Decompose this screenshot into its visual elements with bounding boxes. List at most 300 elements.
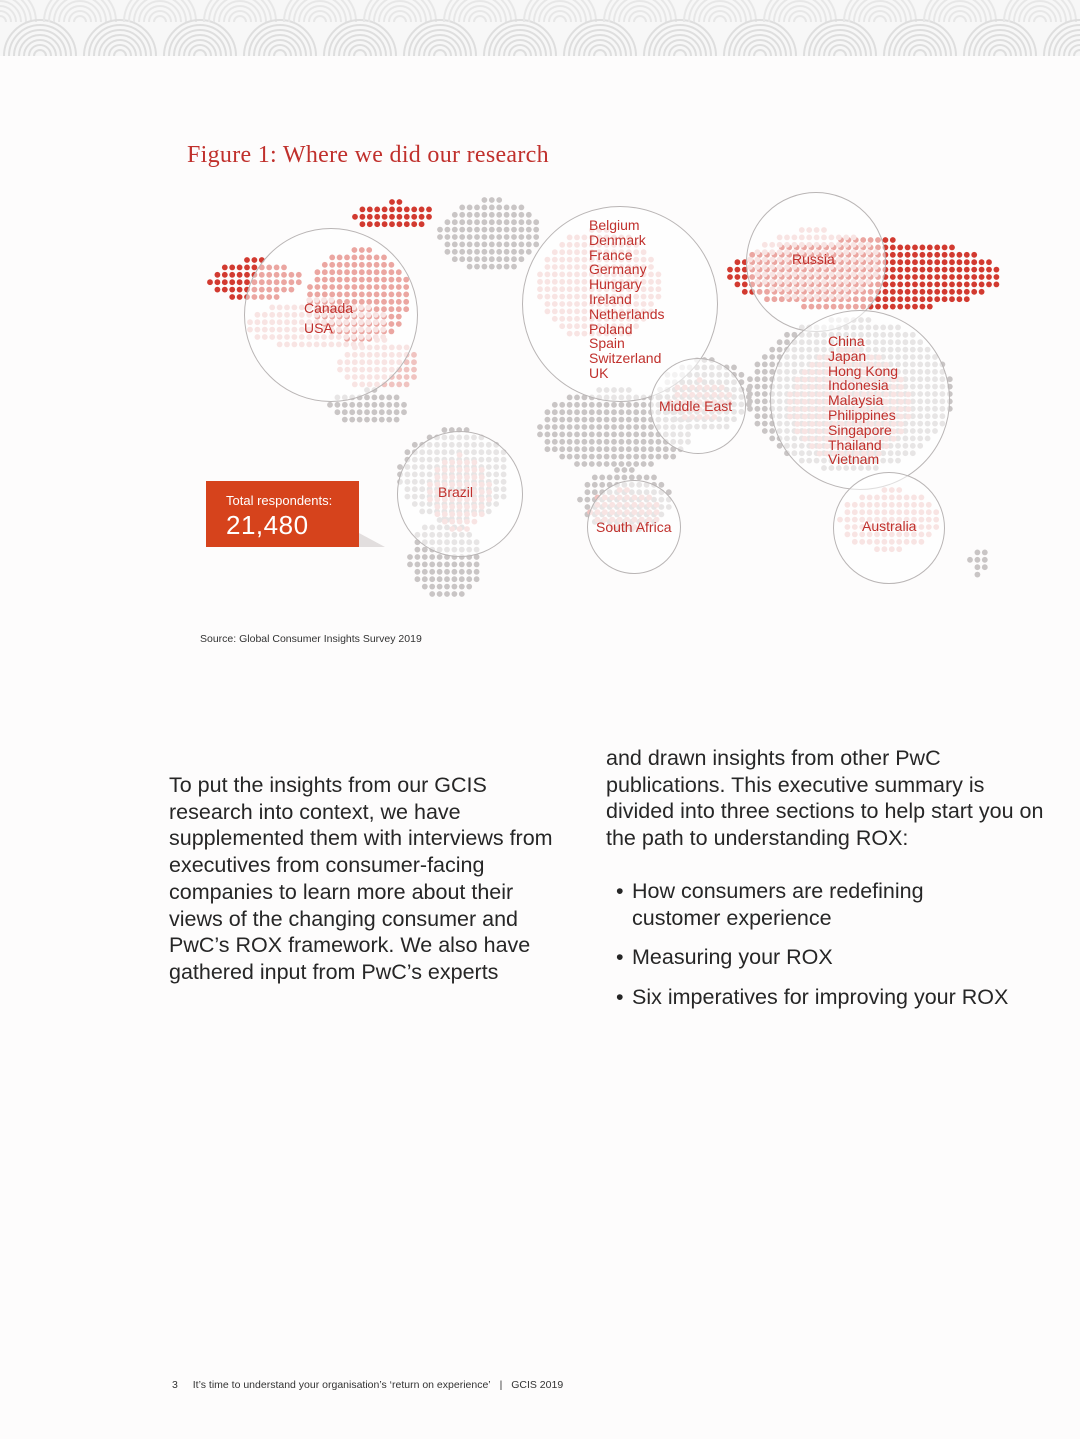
map-dot — [444, 584, 450, 590]
map-dot — [912, 282, 918, 288]
region-label-south-africa — [596, 520, 672, 535]
map-dot — [755, 421, 761, 427]
map-dot — [920, 304, 926, 310]
map-dot — [244, 272, 250, 278]
map-dot — [897, 245, 903, 251]
map-dot — [633, 461, 639, 467]
map-dot — [466, 576, 472, 582]
map-dot — [452, 234, 458, 240]
map-dot — [942, 259, 948, 265]
map-dot — [474, 234, 480, 240]
map-dot — [979, 274, 985, 280]
map-dot — [372, 395, 378, 401]
map-dot — [982, 564, 988, 570]
map-dot — [633, 409, 639, 415]
map-dot — [574, 439, 580, 445]
map-dot — [986, 282, 992, 288]
map-dot — [596, 454, 602, 460]
map-dot — [444, 591, 450, 597]
map-dot — [504, 242, 510, 248]
map-dot — [905, 259, 911, 265]
map-dot — [656, 446, 662, 452]
map-dot — [920, 289, 926, 295]
map-dot — [905, 289, 911, 295]
map-dot — [229, 279, 235, 285]
map-dot — [504, 212, 510, 218]
map-dot — [482, 242, 488, 248]
map-dot — [592, 475, 598, 481]
country-label: Belgium — [589, 217, 640, 233]
map-dot — [474, 242, 480, 248]
map-dot — [372, 417, 378, 423]
map-dot — [670, 454, 676, 460]
country-label: Hong Kong — [828, 362, 899, 379]
map-dot — [452, 562, 458, 568]
map-dot — [496, 227, 502, 233]
map-dot — [762, 362, 768, 368]
map-dot — [482, 205, 488, 211]
country-label: Singapore — [828, 421, 892, 438]
map-dot — [489, 264, 495, 270]
map-dot — [404, 207, 410, 213]
map-dot — [755, 413, 761, 419]
map-dot — [374, 221, 380, 227]
map-dot — [559, 454, 565, 460]
map-dot — [567, 402, 573, 408]
map-dot — [762, 391, 768, 397]
map-dot — [545, 409, 551, 415]
map-dot — [897, 304, 903, 310]
map-dot — [526, 227, 532, 233]
map-dot — [971, 259, 977, 265]
map-dot — [459, 562, 465, 568]
map-dot — [964, 296, 970, 302]
map-dot — [964, 252, 970, 258]
total-box-shadow-tab — [359, 533, 385, 547]
country-label: Hungary — [589, 276, 642, 293]
map-dot — [574, 461, 580, 467]
map-dot — [949, 252, 955, 258]
map-dot — [641, 454, 647, 460]
map-dot — [364, 417, 370, 423]
map-dot — [567, 409, 573, 415]
map-dot — [452, 212, 458, 218]
map-dot — [452, 584, 458, 590]
map-dot — [496, 264, 502, 270]
map-dot — [252, 257, 258, 263]
country-label: Australia — [862, 518, 917, 534]
map-dot — [641, 402, 647, 408]
country-label: Vietnam — [828, 451, 880, 468]
map-dot — [466, 562, 472, 568]
map-dot — [755, 406, 761, 412]
map-dot — [762, 354, 768, 360]
map-dot — [349, 409, 355, 415]
map-dot — [519, 212, 525, 218]
map-dot — [437, 227, 443, 233]
map-dot — [229, 294, 235, 300]
map-dot — [429, 576, 435, 582]
map-dot — [769, 354, 775, 360]
map-dot — [949, 289, 955, 295]
map-dot — [552, 409, 558, 415]
map-dot — [519, 256, 525, 262]
map-dot — [982, 550, 988, 556]
map-dot — [489, 219, 495, 225]
map-dot — [762, 406, 768, 412]
map-dot — [912, 252, 918, 258]
map-dot — [364, 409, 370, 415]
map-dot — [526, 212, 532, 218]
map-dot — [567, 446, 573, 452]
map-dot — [742, 289, 748, 295]
total-respondents-value: 21,480 — [226, 510, 309, 540]
region-label-middle-east — [659, 399, 732, 414]
map-dot — [415, 554, 421, 560]
map-dot — [526, 234, 532, 240]
map-dot — [367, 214, 373, 220]
map-dot — [496, 205, 502, 211]
map-dot — [552, 417, 558, 423]
map-dot — [496, 212, 502, 218]
map-dot — [422, 576, 428, 582]
map-dot — [496, 249, 502, 255]
map-dot — [971, 274, 977, 280]
map-dot — [747, 399, 753, 405]
map-dot — [244, 265, 250, 271]
map-dot — [957, 296, 963, 302]
map-dot — [372, 402, 378, 408]
map-dot — [596, 461, 602, 467]
map-dot — [663, 454, 669, 460]
map-dot — [619, 424, 625, 430]
left-column — [169, 772, 569, 986]
map-dot — [474, 205, 480, 211]
map-dot — [467, 205, 473, 211]
map-dot — [890, 282, 896, 288]
map-dot — [467, 227, 473, 233]
map-dot — [762, 369, 768, 375]
map-dot — [656, 454, 662, 460]
map-dot — [466, 584, 472, 590]
map-dot — [755, 376, 761, 382]
map-dot — [504, 249, 510, 255]
map-dot — [411, 367, 417, 373]
map-dot — [604, 461, 610, 467]
region-label-north-america — [304, 298, 353, 338]
map-dot — [582, 454, 588, 460]
map-dot — [437, 562, 443, 568]
map-dot — [382, 221, 388, 227]
map-dot — [651, 475, 657, 481]
map-dot — [582, 424, 588, 430]
map-dot — [626, 454, 632, 460]
map-dot — [467, 256, 473, 262]
map-dot — [567, 439, 573, 445]
map-dot — [622, 467, 628, 473]
map-dot — [459, 234, 465, 240]
map-dot — [777, 339, 783, 345]
map-dot — [604, 446, 610, 452]
map-dot — [360, 214, 366, 220]
map-dot — [777, 347, 783, 353]
map-dot — [349, 402, 355, 408]
map-dot — [897, 259, 903, 265]
map-dot — [496, 197, 502, 203]
map-dot — [215, 272, 221, 278]
map-dot — [489, 242, 495, 248]
map-dot — [511, 212, 517, 218]
map-dot — [875, 304, 881, 310]
map-dot — [511, 264, 517, 270]
map-dot — [975, 550, 981, 556]
country-label: Indonesia — [828, 377, 889, 394]
left-paragraph: To put the insights from our GCIS research into context, we have supplemented them with interviews from executives from consumer-facing companies to learn more about their views of the changing consumer and PwC’s ROX framework. We also have gathered input from PwC’s experts — [169, 773, 553, 984]
map-dot — [411, 359, 417, 365]
map-dot — [437, 591, 443, 597]
map-dot — [648, 454, 654, 460]
map-dot — [452, 249, 458, 255]
map-dot — [582, 439, 588, 445]
world-map — [190, 190, 1030, 610]
map-dot — [927, 245, 933, 251]
map-dot — [905, 274, 911, 280]
map-dot — [927, 259, 933, 265]
map-dot — [394, 395, 400, 401]
map-dot — [949, 274, 955, 280]
map-dot — [957, 282, 963, 288]
map-dot — [949, 267, 955, 273]
region-label-australia — [862, 519, 916, 534]
map-dot — [897, 282, 903, 288]
map-dot — [927, 274, 933, 280]
map-dot — [633, 432, 639, 438]
map-dot — [379, 395, 385, 401]
map-dot — [496, 256, 502, 262]
map-dot — [626, 439, 632, 445]
map-dot — [585, 497, 591, 503]
map-dot — [986, 259, 992, 265]
map-dot — [599, 475, 605, 481]
map-dot — [964, 267, 970, 273]
map-dot — [352, 214, 358, 220]
map-dot — [994, 267, 1000, 273]
map-dot — [934, 267, 940, 273]
country-label: Denmark — [589, 231, 646, 248]
map-dot — [912, 259, 918, 265]
map-dot — [474, 249, 480, 255]
map-dot — [327, 402, 333, 408]
map-dot — [942, 267, 948, 273]
map-dot — [237, 287, 243, 293]
map-dot — [519, 234, 525, 240]
map-dot — [641, 417, 647, 423]
map-dot — [404, 214, 410, 220]
map-dot — [604, 417, 610, 423]
map-dot — [964, 282, 970, 288]
map-dot — [445, 219, 451, 225]
map-dot — [596, 424, 602, 430]
map-dot — [648, 439, 654, 445]
country-label: UK — [589, 364, 609, 381]
map-dot — [429, 584, 435, 590]
map-dot — [559, 424, 565, 430]
map-dot — [574, 446, 580, 452]
country-label: Thailand — [828, 436, 882, 453]
map-dot — [545, 432, 551, 438]
map-dot — [574, 402, 580, 408]
map-dot — [582, 417, 588, 423]
map-dot — [611, 446, 617, 452]
map-dot — [552, 446, 558, 452]
map-dot — [927, 267, 933, 273]
map-dot — [452, 227, 458, 233]
country-label: Poland — [589, 320, 633, 337]
map-dot — [663, 446, 669, 452]
map-dot — [459, 205, 465, 211]
map-dot — [614, 475, 620, 481]
map-dot — [949, 282, 955, 288]
map-dot — [629, 467, 635, 473]
map-dot — [386, 417, 392, 423]
map-dot — [979, 289, 985, 295]
map-dot — [986, 274, 992, 280]
map-dot — [890, 237, 896, 243]
map-dot — [467, 219, 473, 225]
map-dot — [222, 272, 228, 278]
map-dot — [474, 264, 480, 270]
map-dot — [504, 234, 510, 240]
map-dot — [912, 274, 918, 280]
map-dot — [897, 274, 903, 280]
map-dot — [957, 252, 963, 258]
map-dot — [394, 402, 400, 408]
footer-doc-title: It’s time to understand your organisation’s ‘return on experience’ — [192, 1379, 491, 1391]
region-label-russia — [792, 252, 835, 267]
map-dot — [422, 584, 428, 590]
map-dot — [942, 289, 948, 295]
map-dot — [207, 279, 213, 285]
map-dot — [519, 227, 525, 233]
map-dot — [382, 214, 388, 220]
map-dot — [567, 417, 573, 423]
map-dot — [519, 205, 525, 211]
map-dot — [934, 245, 940, 251]
map-dot — [372, 409, 378, 415]
map-dot — [489, 212, 495, 218]
map-dot — [222, 279, 228, 285]
map-dot — [905, 304, 911, 310]
map-dot — [582, 461, 588, 467]
map-dot — [574, 454, 580, 460]
map-dot — [489, 197, 495, 203]
map-dot — [589, 446, 595, 452]
map-dot — [927, 282, 933, 288]
map-dot — [912, 245, 918, 251]
map-dot — [747, 391, 753, 397]
country-label: USA — [304, 320, 333, 336]
map-dot — [467, 264, 473, 270]
map-dot — [496, 234, 502, 240]
map-dot — [747, 376, 753, 382]
map-dot — [552, 402, 558, 408]
footer-separator: | — [499, 1379, 503, 1391]
bullet-item: • How consumers are redefining customer experience — [606, 878, 992, 931]
map-dot — [552, 439, 558, 445]
map-dot — [397, 221, 403, 227]
map-dot — [382, 207, 388, 213]
map-dot — [389, 214, 395, 220]
map-dot — [482, 212, 488, 218]
map-dot — [641, 446, 647, 452]
map-dot — [407, 562, 413, 568]
map-dot — [735, 274, 741, 280]
map-dot — [589, 439, 595, 445]
map-dot — [415, 547, 421, 553]
map-dot — [511, 227, 517, 233]
map-dot — [419, 207, 425, 213]
map-dot — [389, 382, 395, 388]
page-footer — [172, 1379, 563, 1391]
map-dot — [537, 432, 543, 438]
map-dot — [411, 352, 417, 358]
map-dot — [596, 446, 602, 452]
map-dot — [567, 454, 573, 460]
map-dot — [459, 249, 465, 255]
map-dot — [404, 221, 410, 227]
map-dot — [349, 417, 355, 423]
map-dot — [949, 296, 955, 302]
page-number: 3 — [172, 1379, 178, 1391]
country-label: Ireland — [589, 290, 632, 307]
map-dot — [957, 289, 963, 295]
map-dot — [883, 289, 889, 295]
map-dot — [386, 402, 392, 408]
map-dot — [633, 424, 639, 430]
map-dot — [633, 417, 639, 423]
bullet-item: • Measuring your ROX — [606, 944, 1046, 971]
right-column — [606, 745, 1046, 1011]
map-dot — [905, 245, 911, 251]
map-dot — [755, 391, 761, 397]
map-dot — [364, 402, 370, 408]
map-dot — [229, 265, 235, 271]
map-dot — [633, 454, 639, 460]
map-dot — [582, 432, 588, 438]
map-dot — [429, 554, 435, 560]
map-dot — [912, 289, 918, 295]
map-dot — [415, 562, 421, 568]
region-label-europe — [589, 218, 665, 381]
map-dot — [429, 591, 435, 597]
map-dot — [611, 424, 617, 430]
map-dot — [762, 421, 768, 427]
map-dot — [589, 409, 595, 415]
map-dot — [397, 199, 403, 205]
map-dot — [897, 267, 903, 273]
map-dot — [648, 432, 654, 438]
map-dot — [934, 289, 940, 295]
map-dot — [444, 569, 450, 575]
map-dot — [619, 446, 625, 452]
map-dot — [411, 214, 417, 220]
map-dot — [459, 576, 465, 582]
map-dot — [237, 265, 243, 271]
map-dot — [335, 402, 341, 408]
map-dot — [445, 234, 451, 240]
map-dot — [482, 219, 488, 225]
map-dot — [574, 424, 580, 430]
